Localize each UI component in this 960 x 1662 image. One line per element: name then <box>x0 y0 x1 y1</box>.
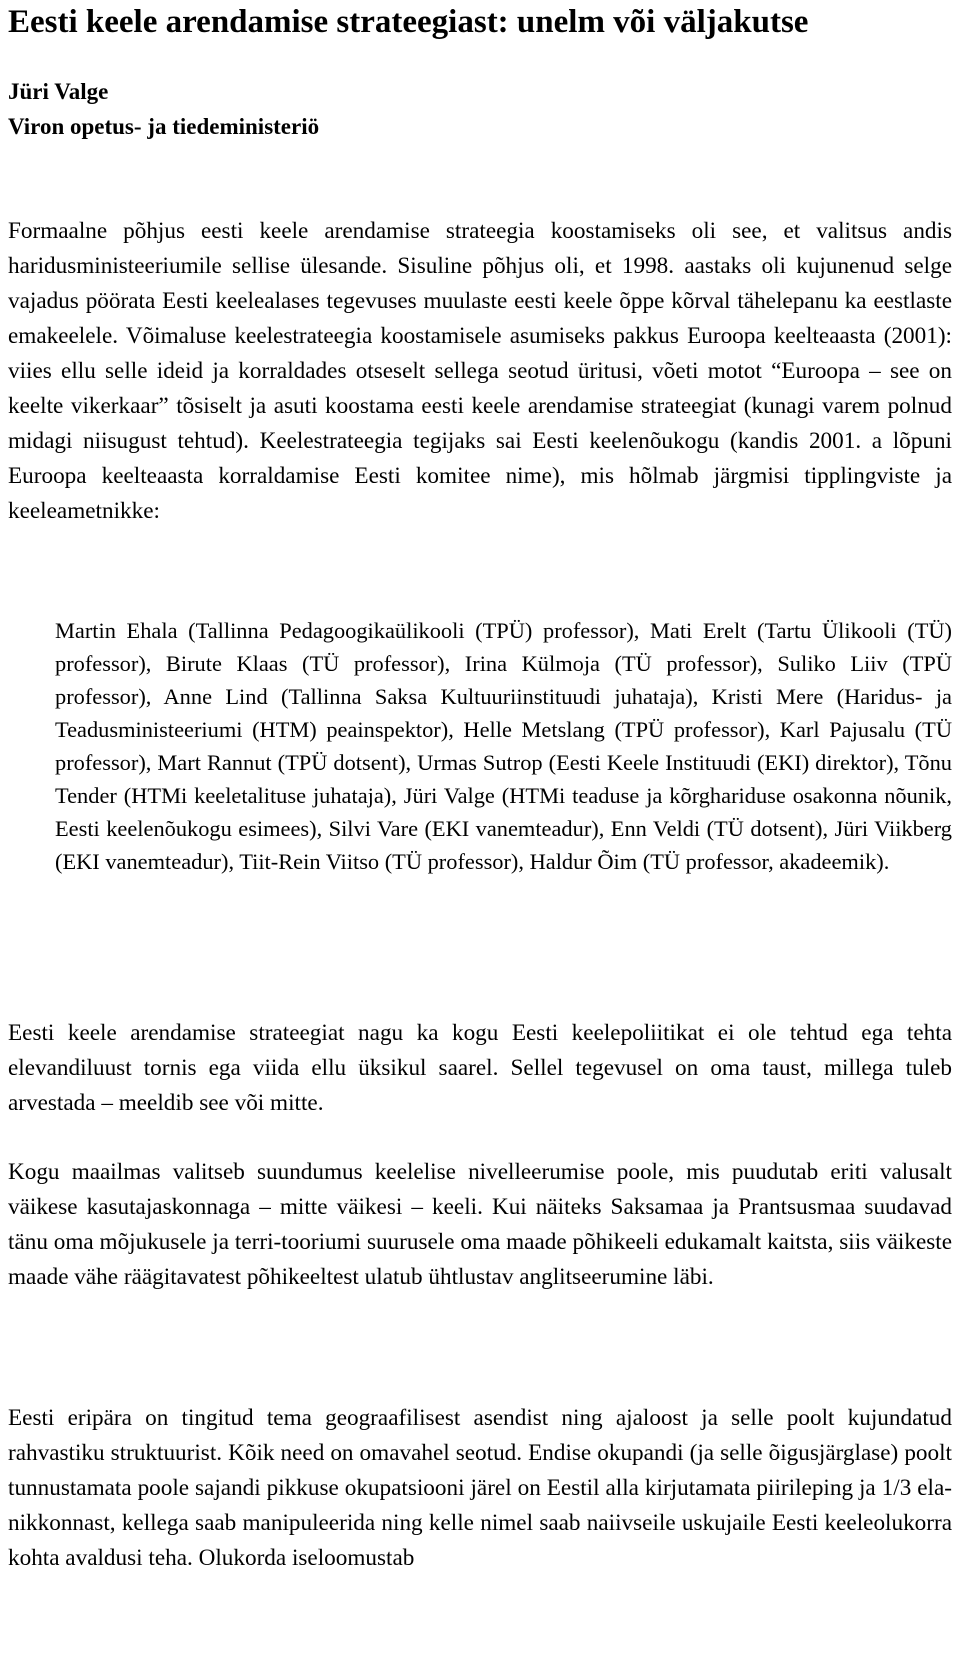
paragraph-intro <box>8 214 952 529</box>
paragraph-intro-text: Formaalne põhjus eesti keele arendamise strateegia koostamiseks oli see, et valitsus andis haridusministeeriumile sellise ülesande. Sisuline põhjus oli, et 1998. aastaks oli kujunenud selge vajadus pöörata Eesti keelealases tegevuses muulaste eesti keele õppe kõrval tähelepanu ka eestlaste emakeelele. Võimaluse keelestrateegia koostamisele asumiseks pakkus Euroopa keelteaasta (2001): viies ellu selle ideid ja korraldades otseselt sellega seotud üritusi, võeti motot “Euroopa – see on keelte vikerkaar” tõsiselt ja asuti koostama eesti keele arendamise strateegiat (kunagi varem polnud midagi niisugust tehtud). Keelestrateegia tegijaks sai Eesti keelenõukogu (kandis 2001. a lõpuni Euroopa keelteaasta korraldamise Eesti komitee nime), mis hõlmab järgmisi tipplingviste ja keeleametnikke: <box>8 218 952 524</box>
document-title: Eesti keele arendamise strateegiast: unelm või väljakutse <box>8 4 809 40</box>
member-list-block <box>55 614 952 878</box>
author-name: Jüri Valge <box>8 79 109 104</box>
paragraph-global-trend <box>8 1155 952 1295</box>
paragraph-context-text: Eesti keele arendamise strateegiat nagu ka kogu Eesti keelepoliitikat ei ole tehtud ega tehta elevandiluust tornis ega viida ellu üksikul saarel. Sellel tegevusel on oma taust, millega tuleb arvestada – meeldib see või mitte. <box>8 1020 952 1116</box>
author-affiliation: Viron opetus- ja tiedeministeriö <box>8 114 320 139</box>
paragraph-estonia-specifics <box>8 1401 952 1576</box>
author-block <box>8 74 952 144</box>
paragraph-estonia-specifics-text: Eesti eripära on tingitud tema geograafilisest asendist ning ajaloost ja selle poolt kujundatud rahvastiku struktuurist. Kõik need on omavahel seotud. Endise okupandi (ja selle õigusjärglase) poolt tunnustamata poole sajandi pikkuse okupatsiooni järel on Eestil alla kirjutamata piirileping ja 1/3 elanikkonnast, kellega saab manipuleerida ning kelle nimel saab naiivseile uskujaile Eesti keeleolukorra kohta avaldusi teha. Olukorda iseloomustab <box>8 1405 952 1571</box>
member-list-text: Martin Ehala (Tallinna Pedagoogikaülikooli (TPÜ) professor), Mati Erelt (Tartu Ülikooli (TÜ) professor), Birute Klaas (TÜ professor), Irina Külmoja (TÜ professor), Suliko Liiv (TPÜ professor), Anne Lind (Tallinna Saksa Kultuuriinstituudi juhataja), Kristi Mere (Haridus- ja Teadusministeeriumi (HTM) peainspektor), Helle Metslang (TPÜ professor), Karl Pajusalu (TÜ professor), Mart Rannut (TPÜ dotsent), Urmas Sutrop (Eesti Keele Instituudi (EKI) direktor), Tõnu Tender (HTMi keeletalituse juhataja), Jüri Valge (HTMi teaduse ja kõrghariduse osakonna nõunik, Eesti keelenõukogu esimees), Silvi Vare (EKI vanemteadur), Enn Veldi (TÜ dotsent), Jüri Viikberg (EKI vanemteadur), Tiit-Rein Viitso (TÜ professor), Haldur Õim (TÜ professor, akadeemik). <box>55 618 952 874</box>
paragraph-global-trend-text: Kogu maailmas valitseb suundumus keelelise nivelleerumise poole, mis puudutab eriti valusalt väikese kasutajaskonnaga – mitte väikesi – keeli. Kui näiteks Saksamaa ja Prantsusmaa suudavad tänu oma mõjukusele ja terri-tooriumi suurusele oma maade põhikeeli edukamalt kaitsta, siis väikeste maade vähe räägitavatest põhikeeltest ulatub ühtlustav anglitseerumine läbi. <box>8 1159 952 1290</box>
paragraph-context <box>8 1016 952 1121</box>
